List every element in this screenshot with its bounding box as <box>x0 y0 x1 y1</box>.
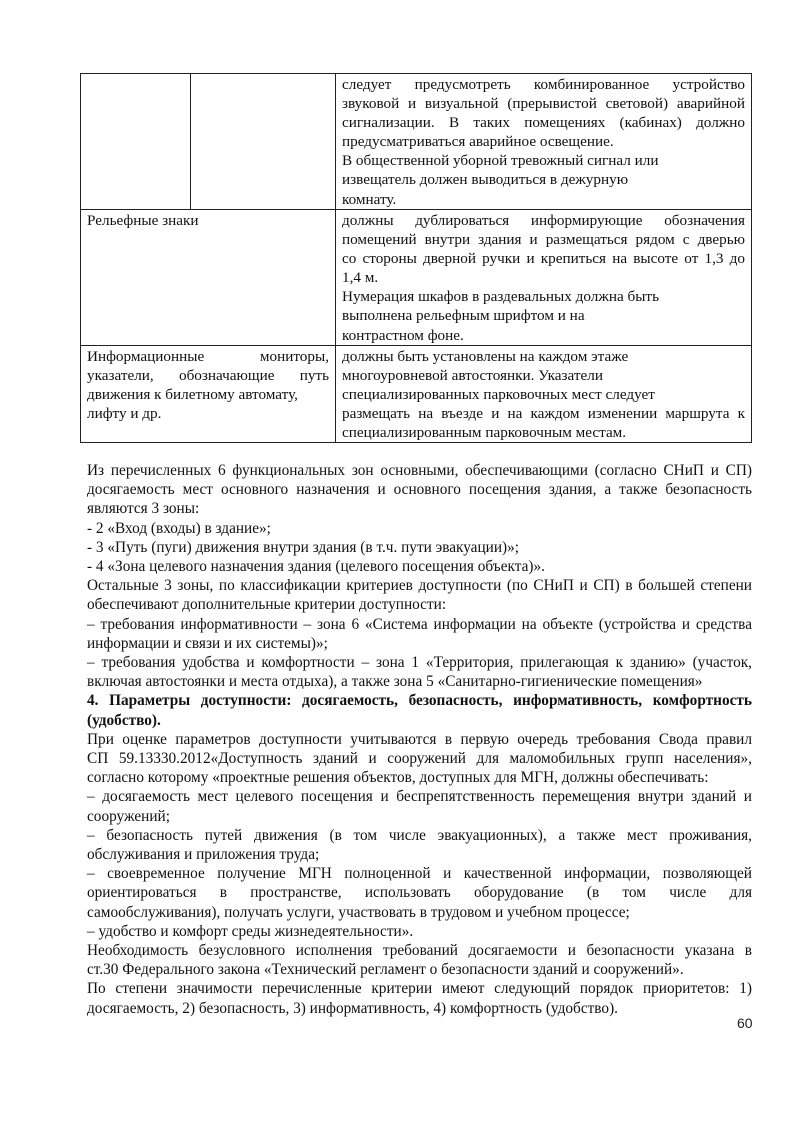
cell-line: сигнализации. В таких помещениях (кабинах) должно <box>342 114 745 132</box>
cell-line: многоуровневой автостоянки. Указатели <box>342 366 603 384</box>
cell-line: предусматриваться аварийное освещение. <box>342 133 614 151</box>
text-line: – удобство и комфорт среды жизнедеятельности». <box>87 922 414 940</box>
cell-line: должны быть установлены на каждом этаже <box>342 347 629 365</box>
cell-line: звуковой и визуальной (прерывистой световой) аварийной <box>342 95 745 113</box>
row-label: Рельефные знаки <box>87 212 199 229</box>
params-paragraph <box>87 730 752 788</box>
row-label-line: лифту и др. <box>87 404 162 422</box>
text-line: При оценке параметров доступности учитываются в первую очередь требования Свода правил <box>87 730 752 748</box>
cell-line: со стороны дверной ручки и крепиться на высоте от 1,3 до <box>342 250 745 268</box>
page-number: 60 <box>737 1015 753 1031</box>
text-line: Необходимость безусловного исполнения требований досягаемости и безопасности указана в <box>87 942 752 960</box>
bullet-comfort <box>87 922 752 941</box>
text-line: – требования удобства и комфортности – зона 1 «Территория, прилегающая к зданию» (участок, <box>87 654 752 672</box>
text-line: – своевременное получение МГН полноценной и качественной информации, позволяющей <box>87 865 752 883</box>
text-line: включая автостоянки и места отдыха), а также зона 5 «Санитарно-гигиенические помещения» <box>87 673 703 691</box>
table-cell-label <box>81 345 336 442</box>
text-line: – требования информативности – зона 6 «Система информации на объекте (устройства и средства <box>87 615 752 633</box>
row-label-line: указатели, обозначающие путь <box>87 366 329 384</box>
table-row <box>81 345 752 442</box>
text-line: являются 3 зоны: <box>87 500 200 518</box>
cell-line: должны дублироваться информирующие обозначения <box>342 212 745 229</box>
table-cell <box>336 345 752 442</box>
cell-line: Нумерация шкафов в раздевальных должна быть <box>342 288 659 306</box>
others-paragraph <box>87 576 752 614</box>
cell-line: специализированных парковочных мест следует <box>342 385 655 403</box>
cell-line: извещатель должен выводиться в дежурную <box>342 171 629 189</box>
list-item: - 3 «Путь (пуги) движения внутри здания (в т.ч. пути эвакуации)»; <box>87 538 520 556</box>
info-requirement <box>87 615 752 653</box>
section-heading <box>87 691 752 729</box>
row-label-line: движения к билетному автомату, <box>87 385 298 403</box>
table-cell <box>81 74 191 210</box>
heading-line: (удобство). <box>87 711 161 729</box>
priority-paragraph <box>87 979 752 1017</box>
text-line: досягаемость мест основного назначения и основного посещения здания, а также безопасность <box>87 481 752 499</box>
cell-line: В общественной уборной тревожный сигнал или <box>342 152 659 170</box>
comfort-requirement <box>87 653 752 691</box>
body-text <box>87 461 752 1018</box>
heading-line: 4. Параметры доступности: досягаемость, безопасность, информативность, комфортность <box>87 692 752 710</box>
intro-paragraph <box>87 461 752 519</box>
necessity-paragraph <box>87 941 752 979</box>
text-line: ст.30 Федерального закона «Технический регламент о безопасности зданий и сооружений». <box>87 961 684 979</box>
text-line: обеспечивают дополнительные критерии доступности: <box>87 596 447 614</box>
text-line: Из перечисленных 6 функциональных зон основными, обеспечивающими (согласно СНиП и СП) <box>87 462 752 479</box>
table-row <box>81 74 752 210</box>
text-line: информации и связи и их системы)»; <box>87 634 328 652</box>
text-line: По степени значимости перечисленные критерии имеют следующий порядок приоритетов: 1) <box>87 980 752 998</box>
list-item: - 2 «Вход (входы) в здание»; <box>87 519 271 537</box>
table-cell <box>336 210 752 346</box>
text-line: сооружений; <box>87 807 170 825</box>
requirements-table <box>80 73 752 443</box>
cell-line: специализированным парковочным местам. <box>342 424 627 442</box>
table-row <box>81 210 752 346</box>
bullet-safety <box>87 826 752 864</box>
cell-line: контрастном фоне. <box>342 326 464 344</box>
row-label-line: Информационные мониторы, <box>87 347 329 365</box>
text-line: ориентироваться в пространстве, использовать оборудование (в том числе для <box>87 884 752 902</box>
cell-line: размещать на въезде и на каждом изменении маршрута к <box>342 404 745 422</box>
text-line: Остальные 3 зоны, по классификации критериев доступности (по СНиП и СП) в большей степени <box>87 577 752 595</box>
cell-line: выполнена рельефным шрифтом и на <box>342 307 585 325</box>
cell-line: комнату. <box>342 190 397 208</box>
text-line: досягаемость, 2) безопасность, 3) информативность, 4) комфортность (удобство). <box>87 999 618 1017</box>
text-line: – безопасность путей движения (в том числе эвакуационных), а также мест проживания, <box>87 826 752 844</box>
zones-list <box>87 519 752 577</box>
text-line: согласно которому «проектные решения объектов, доступных для МГН, должны обеспечивать: <box>87 769 709 787</box>
text-line: СП 59.13330.2012«Доступность зданий и сооружений для маломобильных групп населения», <box>87 750 752 768</box>
list-item: - 4 «Зона целевого назначения здания (целевого посещения объекта)». <box>87 558 545 576</box>
bullet-reachability <box>87 787 752 825</box>
cell-line: помещений внутри здания и размещаться рядом с дверью <box>342 231 745 249</box>
text-line: самообслуживания), получать услуги, участвовать в трудовом и учебном процессе; <box>87 903 630 921</box>
table-cell <box>336 74 752 210</box>
table-cell-label <box>81 210 336 346</box>
bullet-information <box>87 864 752 922</box>
text-line: обслуживания и приложения труда; <box>87 846 320 864</box>
cell-line: следует предусмотреть комбинированное устройство <box>342 76 745 93</box>
cell-line: 1,4 м. <box>342 269 379 287</box>
table-cell <box>191 74 336 210</box>
text-line: – досягаемость мест целевого посещения и беспрепятственность перемещения внутри зданий и <box>87 788 752 806</box>
